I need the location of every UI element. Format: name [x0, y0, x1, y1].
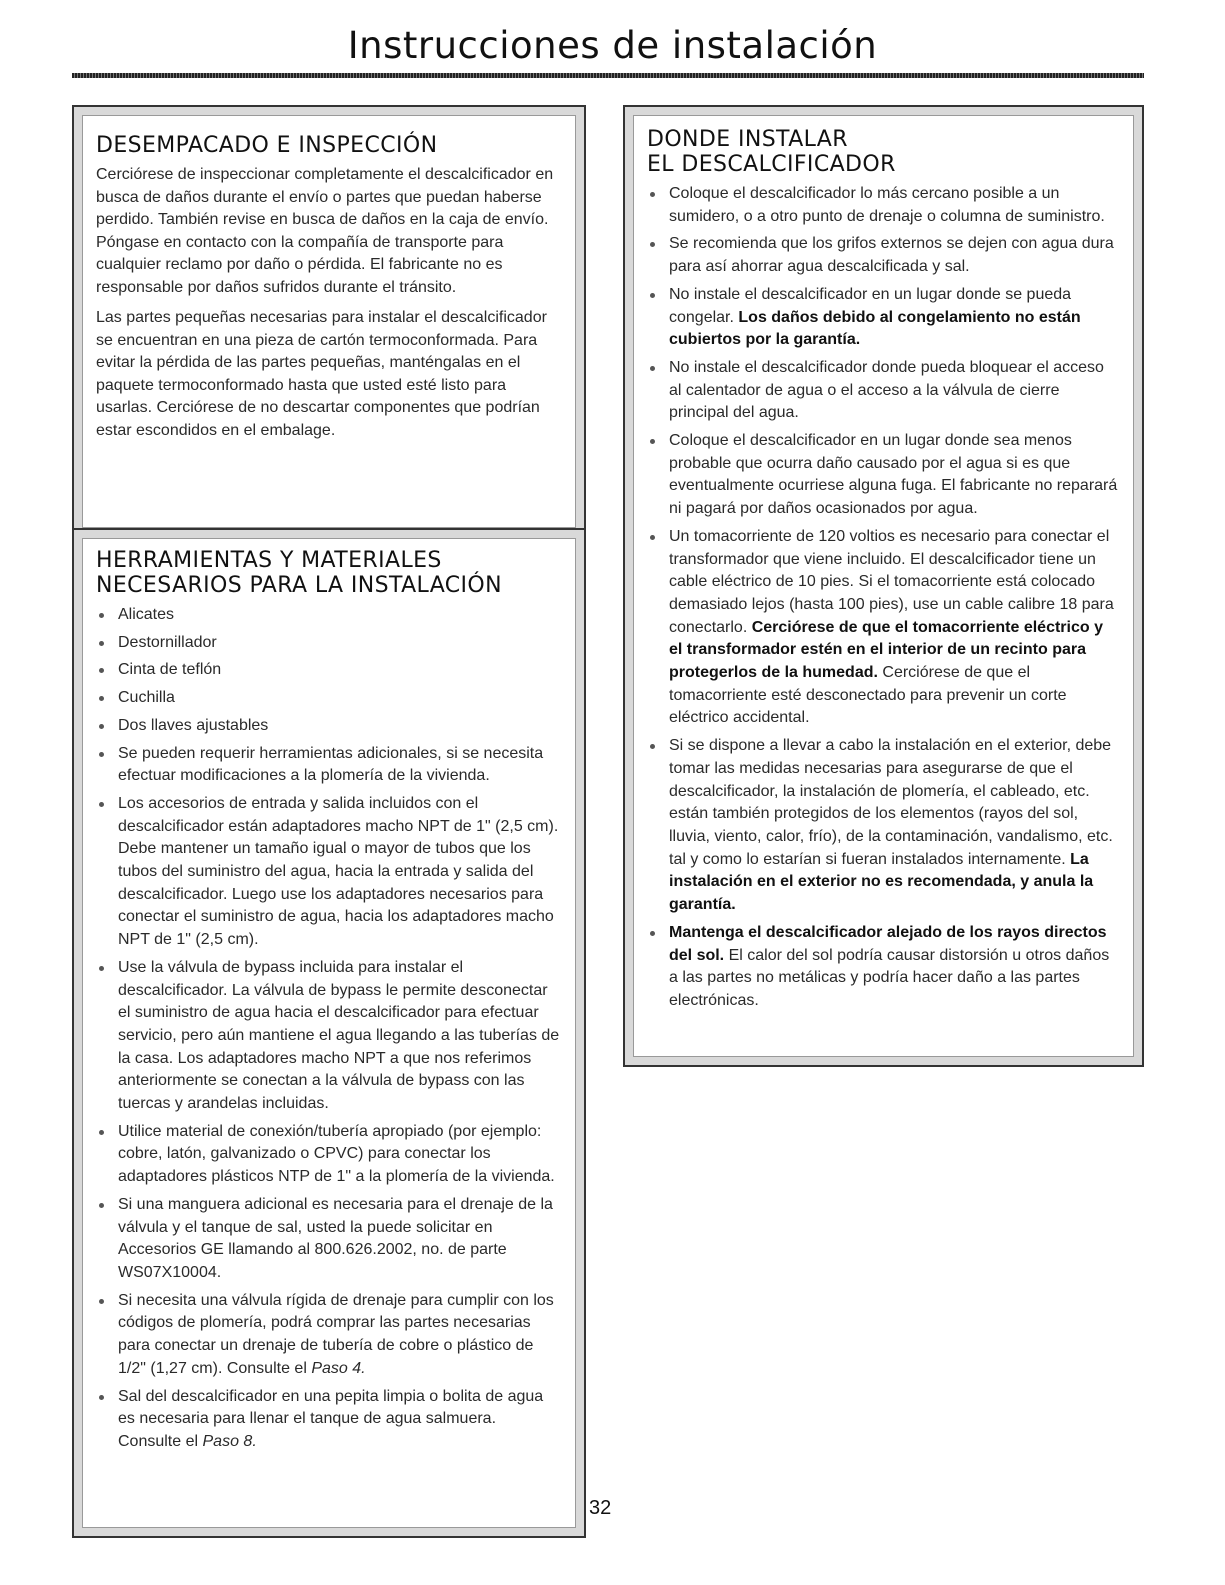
tools-item: Los accesorios de entrada y salida incluidos con el descalcificador están adaptadores macho NPT de 1" (2,5 cm). Debe mantener un tamaño igual o mayor de tubos que los tubos del suministro del agua, hacia la entrada y salida del descalcificador. Luego use los adaptadores necesarios para conectar el suministro de agua, hacia los adaptadores macho NPT de 1" (2,5 cm).	[96, 793, 562, 952]
tools-item: Cuchilla	[96, 687, 562, 710]
tools-item: Destornillador	[96, 632, 562, 655]
tools-item: Se pueden requerir herramientas adicionales, si se necesita efectuar modificaciones a la plomería de la vivienda.	[96, 743, 562, 788]
tools-item: Dos llaves ajustables	[96, 715, 562, 738]
where-list	[647, 183, 1120, 1013]
where-item-text: El calor del sol podría causar distorsión u otros daños a las partes no metálicas y podría hacer daño a las partes electrónicas.	[669, 946, 1110, 1009]
where-item-text: Cerciórese de que el tomacorriente esté desconectado para prevenir un corte eléctrico accidental.	[669, 664, 1067, 727]
tools-item-text: Sal del descalcificador en una pepita limpia o bolita de agua es necesaria para llenar el tanque de agua salmuera. Consulte el	[118, 1387, 544, 1450]
page-number: 32	[589, 1497, 612, 1519]
unpacking-section	[72, 105, 586, 538]
where-item: Se recomienda que los grifos externos se dejen con agua dura para así ahorrar agua descalcificada y sal.	[647, 233, 1120, 278]
tools-item: Alicates	[96, 604, 562, 627]
where-item: Coloque el descalcificador lo más cercano posible a un sumidero, o a otro punto de drenaje o columna de suministro.	[647, 183, 1120, 228]
unpacking-heading: DESEMPACADO E INSPECCIÓN	[96, 133, 438, 158]
tools-item	[96, 1290, 562, 1381]
tools-section	[72, 528, 586, 1538]
unpacking-paragraph-2: Las partes pequeñas necesarias para instalar el descalcificador se encuentran en una pieza de cartón termoconformada. Para evitar la pérdida de las partes pequeñas, manténgalas en el paquete termoconformado hasta que usted esté listo para usarlas. Cerciórese de no descartar componentes que podrían estar escondidos en el embalage.	[96, 309, 547, 439]
page-title: Instrucciones de instalación	[347, 24, 878, 67]
tools-item	[96, 1386, 562, 1454]
warranty-warning: Los daños debido al congelamiento no están cubiertos por la garantía.	[669, 308, 1081, 349]
where-heading: DONDE INSTALAR EL DESCALCIFICADOR	[647, 127, 896, 177]
where-item: Coloque el descalcificador en un lugar donde sea menos probable que ocurra daño causado por el agua si es que eventualmente ocurriese alguna fuga. El fabricante no reparará ni pagará por daños ocasionados por agua.	[647, 430, 1120, 521]
where-item	[647, 284, 1120, 352]
where-item	[647, 735, 1120, 917]
where-item	[647, 922, 1120, 1013]
moisture-warning: Cerciórese de que el tomacorriente eléctrico y el transformador estén en el interior de un recinto para protegerlos de la humedad.	[669, 618, 1103, 682]
where-item: No instale el descalcificador donde pueda bloquear el acceso al calentador de agua o el acceso a la válvula de cierre principal del agua.	[647, 357, 1120, 425]
where-item-text: No instale el descalcificador en un lugar donde se pueda congelar.	[669, 285, 1072, 326]
tools-item: Si una manguera adicional es necesaria para el drenaje de la válvula y el tanque de sal, usted la puede solicitar en Accesorios GE llamando al 800.626.2002, no. de parte WS07X10004.	[96, 1194, 562, 1285]
tools-item: Utilice material de conexión/tubería apropiado (por ejemplo: cobre, latón, galvanizado o CPVC) para conectar los adaptadores plásticos NTP de 1" a la plomería de la vivienda.	[96, 1121, 562, 1189]
where-item-text: Un tomacorriente de 120 voltios es necesario para conectar el transformador que viene incluido. El descalcificador tiene un cable eléctrico de 10 pies. Si el tomacorriente está colocado demasiado lejos (hasta 100 pies), use un cable calibre 18 para conectarlo.	[669, 527, 1114, 636]
outdoor-warning: La instalación en el exterior no es recomendada, y anula la garantía.	[669, 850, 1094, 914]
unpacking-paragraph-1: Cerciórese de inspeccionar completamente el descalcificador en busca de daños durante el envío o partes que puedan haberse perdido. También revise en busca de daños en la caja de envío. Póngase en contacto con la compañía de transporte para cualquier reclamo por daño o pérdida. El fabricante no es responsable por daños sufridos durante el tránsito.	[96, 166, 554, 296]
sunlight-warning: Mantenga el descalcificador alejado de los rayos directos del sol.	[669, 923, 1107, 964]
title-rule	[72, 73, 1144, 78]
where-item-text: Si se dispone a llevar a cabo la instalación en el exterior, debe tomar las medidas necesarias para asegurarse de que el descalcificador, la instalación de plomería, el cableado, etc. están también protegidos de los elementos (rayos del sol, lluvia, viento, calor, frío), de la contaminación, vandalismo, etc. tal y como lo estarían si fueran instalados internamente.	[669, 737, 1113, 868]
tools-heading: HERRAMIENTAS Y MATERIALES NECESARIOS PARA LA INSTALACIÓN	[96, 548, 502, 598]
step-reference: Paso 8.	[202, 1432, 257, 1450]
where-to-install-section	[623, 105, 1144, 1067]
tools-item-text: Si necesita una válvula rígida de drenaje para cumplir con los códigos de plomería, podrá comprar las partes necesarias para conectar un drenaje de tubería de cobre o plástico de 1/2" (1,27 cm). Consulte el	[118, 1291, 554, 1377]
tools-list	[96, 604, 562, 1454]
tools-item: Use la válvula de bypass incluida para instalar el descalcificador. La válvula de bypass le permite desconectar el suministro de agua hacia el descalcificador para efectuar servicio, pero aún mantiene el agua llegando a las tuberías de la casa. Los adaptadores macho NPT a que nos referimos anteriormente se conectan a la válvula de bypass con las tuercas y arandelas incluidas.	[96, 957, 562, 1116]
step-reference: Paso 4.	[311, 1359, 366, 1377]
where-item	[647, 526, 1120, 730]
tools-item: Cinta de teflón	[96, 659, 562, 682]
